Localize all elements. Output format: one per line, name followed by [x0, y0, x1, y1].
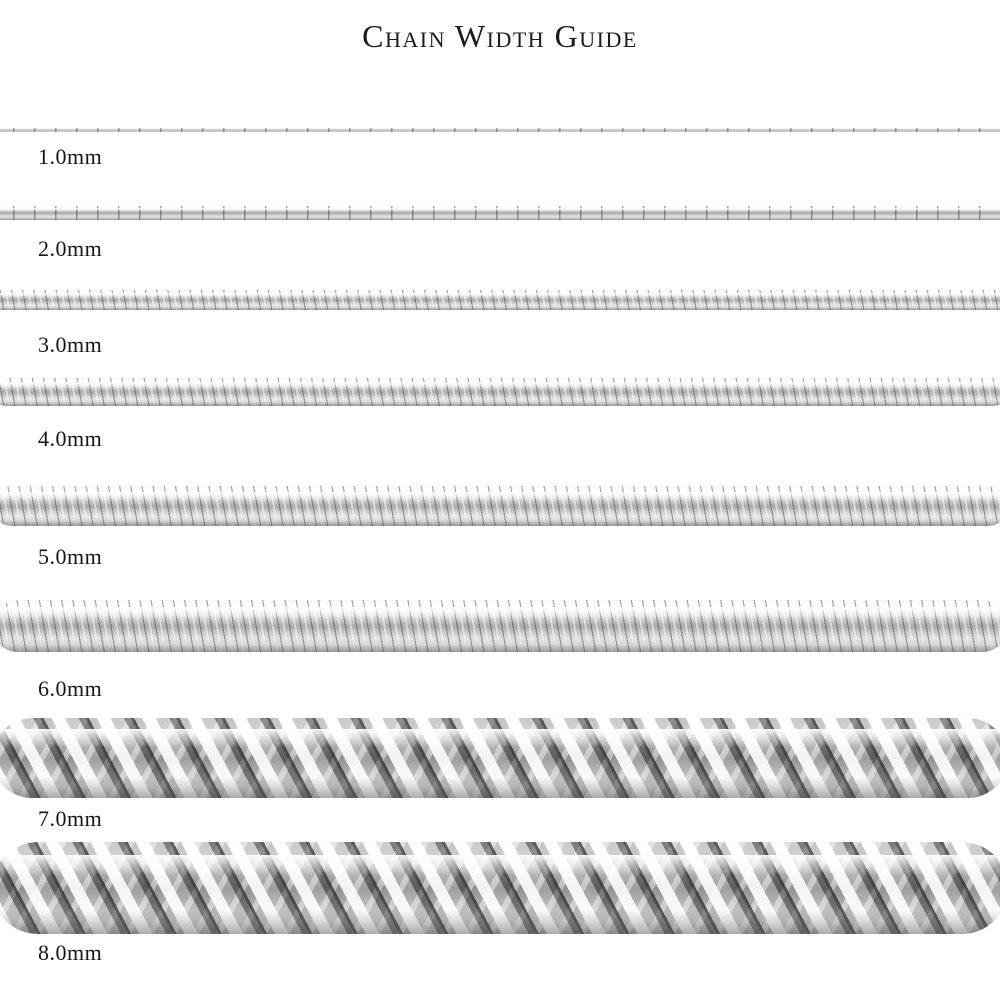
chain-width-label: 1.0mm: [38, 144, 103, 169]
chain-sample-rope: [0, 842, 1000, 934]
chain-sample-snake: [0, 290, 1000, 310]
chain-body: [0, 378, 1000, 406]
chain-body: [0, 718, 1000, 798]
chain-width-label: 2.0mm: [38, 236, 103, 261]
chain-body: [0, 486, 1000, 526]
chain-sample-box: [0, 206, 1000, 220]
chain-sample-snake: [0, 600, 1000, 652]
page-title: Chain Width Guide: [362, 18, 638, 54]
chain-link-texture: [0, 378, 1000, 406]
chain-width-label: 8.0mm: [38, 940, 103, 965]
chain-link-texture: [0, 128, 1000, 132]
chain-width-label: 7.0mm: [38, 806, 103, 831]
chain-link-texture: [0, 842, 1000, 934]
chain-body: [0, 842, 1000, 934]
chain-width-label: 6.0mm: [38, 676, 103, 701]
chain-link-texture: [0, 206, 1000, 220]
chain-sample-box: [0, 128, 1000, 132]
chain-link-texture: [0, 290, 1000, 310]
chain-link-texture: [0, 718, 1000, 798]
chain-link-texture: [0, 486, 1000, 526]
chain-sample-snake: [0, 486, 1000, 526]
chain-body: [0, 290, 1000, 310]
chain-sample-snake: [0, 378, 1000, 406]
chain-width-label: 3.0mm: [38, 332, 103, 357]
chain-body: [0, 600, 1000, 652]
chain-sample-rope: [0, 718, 1000, 798]
chain-link-texture: [0, 600, 1000, 652]
chain-body: [0, 128, 1000, 132]
chain-body: [0, 206, 1000, 220]
chain-width-label: 5.0mm: [38, 544, 103, 569]
chain-width-label: 4.0mm: [38, 426, 103, 451]
